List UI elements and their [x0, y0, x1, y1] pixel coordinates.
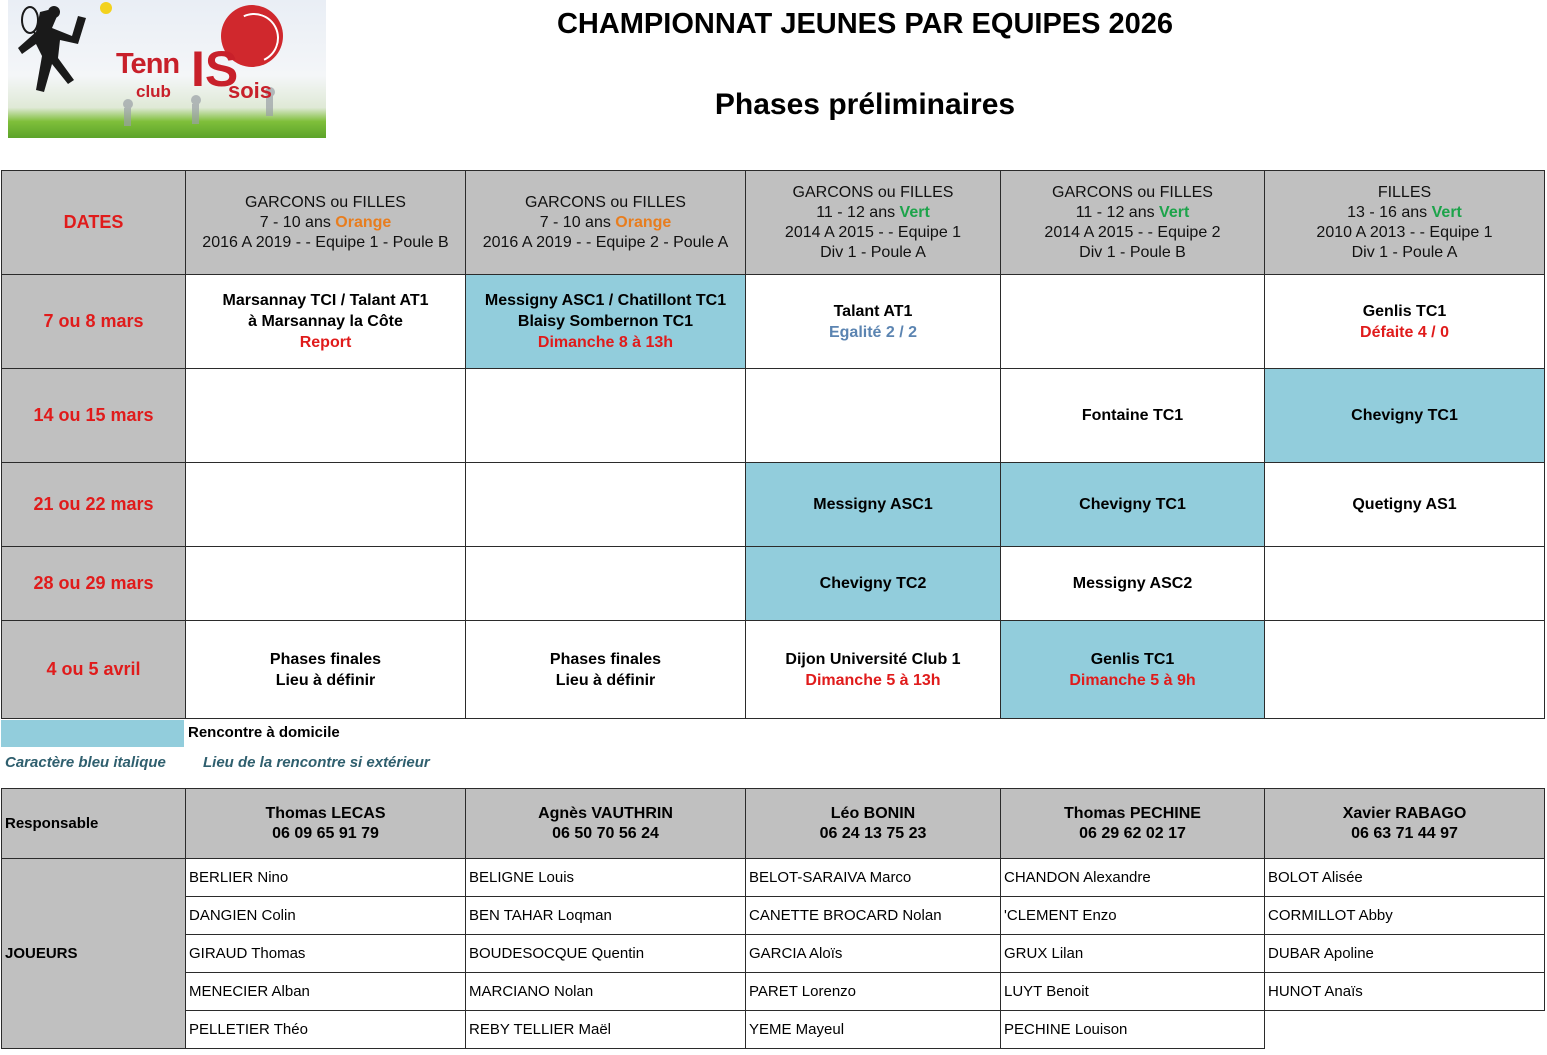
category-years-team: 2014 A 2015 - - Equipe 1	[784, 223, 962, 241]
category-title: GARCONS ou FILLES	[1052, 183, 1213, 201]
match-opponent: Blaisy Sombernon TC1	[517, 313, 694, 330]
category-color-badge: Vert	[1431, 203, 1462, 221]
player-name: PARET Lorenzo	[746, 973, 1001, 1011]
category-age: 7 - 10 ans	[539, 213, 616, 231]
category-years-team: 2016 A 2019 - - Equipe 2 - Poule A	[482, 233, 729, 251]
match-cell	[466, 275, 746, 369]
responsable-name: Xavier RABAGO	[1342, 804, 1467, 822]
match-cell	[466, 621, 746, 719]
responsable-phone: 06 50 70 56 24	[552, 824, 659, 842]
match-opponent: Chevigny TC2	[819, 575, 927, 592]
match-opponent: Lieu à définir	[275, 671, 376, 689]
schedule-row	[2, 369, 1545, 463]
category-age: 7 - 10 ans	[259, 213, 336, 231]
schedule-header-row	[2, 171, 1545, 275]
match-cell	[1001, 369, 1265, 463]
dates-header: DATES	[2, 171, 186, 275]
match-cell	[466, 463, 746, 547]
match-opponent: Fontaine TC1	[1081, 407, 1184, 424]
player-name: PECHINE Louison	[1001, 1011, 1265, 1049]
match-note: Report	[299, 334, 352, 351]
match-cell	[1265, 275, 1545, 369]
player-name: BOUDESOCQUE Quentin	[466, 935, 746, 973]
responsable-cell	[466, 789, 746, 859]
category-color-badge: Vert	[1159, 203, 1190, 221]
match-opponent: à Marsannay la Côte	[248, 313, 403, 330]
responsable-cell	[1001, 789, 1265, 859]
match-opponent: Lieu à définir	[555, 671, 656, 689]
match-cell	[1001, 547, 1265, 621]
category-age: 11 - 12 ans	[816, 203, 900, 221]
category-age-line	[469, 213, 742, 233]
match-cell	[1265, 463, 1545, 547]
match-opponent: Talant AT1	[833, 302, 913, 320]
home-match-legend-label: Rencontre à domicile	[188, 724, 340, 741]
category-color-badge: Orange	[335, 213, 392, 231]
player-name: BOLOT Alisée	[1265, 859, 1545, 897]
category-title: GARCONS ou FILLES	[792, 183, 954, 201]
players-row	[2, 935, 1545, 973]
category-years-team: 2010 A 2013 - - Equipe 1	[1316, 223, 1493, 241]
responsable-name: Thomas PECHINE	[1064, 804, 1201, 822]
match-opponent: Genlis TC1	[1362, 302, 1447, 320]
players-row	[2, 859, 1545, 897]
player-name: DANGIEN Colin	[186, 897, 466, 935]
category-age-line	[189, 213, 462, 233]
logo-text-club: club	[136, 82, 171, 101]
players-row	[2, 897, 1545, 935]
match-cell	[466, 369, 746, 463]
category-age-line	[1268, 203, 1541, 223]
match-date: 21 ou 22 mars	[2, 463, 186, 547]
player-name: 'CLEMENT Enzo	[1001, 897, 1265, 935]
category-age: 11 - 12 ans	[1075, 203, 1160, 221]
match-date: 14 ou 15 mars	[2, 369, 186, 463]
logo-text-sois: sois	[228, 78, 273, 103]
match-opponent: Chevigny TC1	[1351, 407, 1458, 424]
match-opponent: Marsannay TCI / Talant AT1	[222, 292, 429, 309]
match-opponent: Dijon Université Club 1	[785, 650, 961, 668]
logo-text-tenn: Tenn	[116, 48, 180, 80]
player-name: CANETTE BROCARD Nolan	[746, 897, 1001, 935]
category-header	[186, 171, 466, 275]
player-name: DUBAR Apoline	[1265, 935, 1545, 973]
responsable-phone: 06 29 62 02 17	[1079, 824, 1186, 842]
player-name: BEN TAHAR Loqman	[466, 897, 746, 935]
player-name: BELOT-SARAIVA Marco	[746, 859, 1001, 897]
player-name: MARCIANO Nolan	[466, 973, 746, 1011]
match-cell	[186, 621, 466, 719]
page-title: CHAMPIONNAT JEUNES PAR EQUIPES 2026	[556, 8, 1174, 40]
match-cell	[746, 463, 1001, 547]
schedule-row	[2, 547, 1545, 621]
responsable-phone: 06 63 71 44 97	[1351, 824, 1458, 842]
category-age-line	[1004, 203, 1261, 223]
match-cell	[1001, 621, 1265, 719]
player-name: GARCIA Aloïs	[746, 935, 1001, 973]
responsable-name: Thomas LECAS	[265, 804, 386, 822]
schedule-row	[2, 275, 1545, 369]
player-name: CHANDON Alexandre	[1001, 859, 1265, 897]
player-name: BELIGNE Louis	[466, 859, 746, 897]
match-opponent: Messigny ASC1	[813, 496, 933, 513]
match-opponent: Phases finales	[549, 650, 662, 668]
match-opponent: Messigny ASC1 / Chatillont TC1	[484, 292, 727, 309]
players-row	[2, 973, 1545, 1011]
match-cell	[186, 369, 466, 463]
category-division: Div 1 - Poule A	[1351, 243, 1458, 261]
category-age: 13 - 16 ans	[1347, 203, 1432, 221]
responsable-label: Responsable	[2, 789, 186, 859]
club-logo	[8, 0, 326, 138]
category-years-team: 2014 A 2015 - - Equipe 2	[1044, 223, 1221, 241]
responsable-name: Léo BONIN	[830, 804, 916, 822]
category-header	[1265, 171, 1545, 275]
match-cell	[466, 547, 746, 621]
responsable-cell	[1265, 789, 1545, 859]
player-name: HUNOT Anaïs	[1265, 973, 1545, 1011]
match-cell	[746, 547, 1001, 621]
schedule-row	[2, 463, 1545, 547]
match-note: Dimanche 5 à 9h	[1069, 671, 1196, 689]
category-title: FILLES	[1377, 183, 1432, 201]
match-date: 4 ou 5 avril	[2, 621, 186, 719]
match-cell	[746, 369, 1001, 463]
player-name: CORMILLOT Abby	[1265, 897, 1545, 935]
player-name: GIRAUD Thomas	[186, 935, 466, 973]
italic-legend-label: Caractère bleu italique	[5, 754, 166, 771]
match-cell	[186, 547, 466, 621]
category-years-team: 2016 A 2019 - - Equipe 1 - Poule B	[202, 233, 449, 251]
match-cell	[1001, 275, 1265, 369]
category-header	[746, 171, 1001, 275]
responsable-cell	[746, 789, 1001, 859]
match-cell	[1265, 621, 1545, 719]
match-cell	[746, 275, 1001, 369]
player-name: BERLIER Nino	[186, 859, 466, 897]
match-cell	[186, 463, 466, 547]
responsable-phone: 06 09 65 91 79	[272, 824, 379, 842]
category-division: Div 1 - Poule B	[1079, 243, 1186, 261]
schedule-row	[2, 621, 1545, 719]
match-cell	[746, 621, 1001, 719]
home-match-legend-swatch	[1, 720, 184, 747]
match-date: 28 ou 29 mars	[2, 547, 186, 621]
player-name: YEME Mayeul	[746, 1011, 1001, 1049]
match-cell	[186, 275, 466, 369]
player-name: MENECIER Alban	[186, 973, 466, 1011]
category-age-line	[749, 203, 997, 223]
category-color-badge: Vert	[899, 203, 930, 221]
match-opponent: Genlis TC1	[1090, 650, 1175, 668]
players-row	[2, 1011, 1545, 1049]
responsables-row	[2, 789, 1545, 859]
page-subtitle: Phases préliminaires	[714, 88, 1016, 121]
category-title: GARCONS ou FILLES	[245, 193, 406, 211]
match-cell	[1265, 547, 1545, 621]
category-division: Div 1 - Poule A	[820, 243, 926, 261]
category-title: GARCONS ou FILLES	[525, 193, 686, 211]
logo-text-is: IS	[191, 41, 239, 97]
category-header	[466, 171, 746, 275]
match-note: Défaite 4 / 0	[1360, 323, 1449, 341]
match-opponent: Chevigny TC1	[1079, 496, 1186, 513]
category-header	[1001, 171, 1265, 275]
match-opponent: Quetigny AS1	[1352, 496, 1457, 513]
match-result: Egalité 2 / 2	[828, 323, 918, 341]
responsable-cell	[186, 789, 466, 859]
players-label: JOUEURS	[2, 859, 186, 1049]
player-name: GRUX Lilan	[1001, 935, 1265, 973]
player-name: LUYT Benoit	[1001, 973, 1265, 1011]
player-name: PELLETIER Théo	[186, 1011, 466, 1049]
match-opponent: Phases finales	[269, 650, 382, 668]
schedule-table	[1, 170, 1545, 719]
category-color-badge: Orange	[615, 213, 672, 231]
responsable-name: Agnès VAUTHRIN	[538, 804, 673, 822]
match-cell	[1001, 463, 1265, 547]
team-table	[1, 788, 1545, 1049]
player-name: REBY TELLIER Maël	[466, 1011, 746, 1049]
match-date: 7 ou 8 mars	[2, 275, 186, 369]
match-opponent: Messigny ASC2	[1072, 575, 1193, 592]
player-name	[1265, 1011, 1545, 1049]
match-note: Dimanche 8 à 13h	[537, 334, 674, 351]
italic-legend-description: Lieu de la rencontre si extérieur	[203, 754, 430, 771]
match-note: Dimanche 5 à 13h	[805, 671, 941, 689]
match-cell	[1265, 369, 1545, 463]
responsable-phone: 06 24 13 75 23	[819, 824, 927, 842]
